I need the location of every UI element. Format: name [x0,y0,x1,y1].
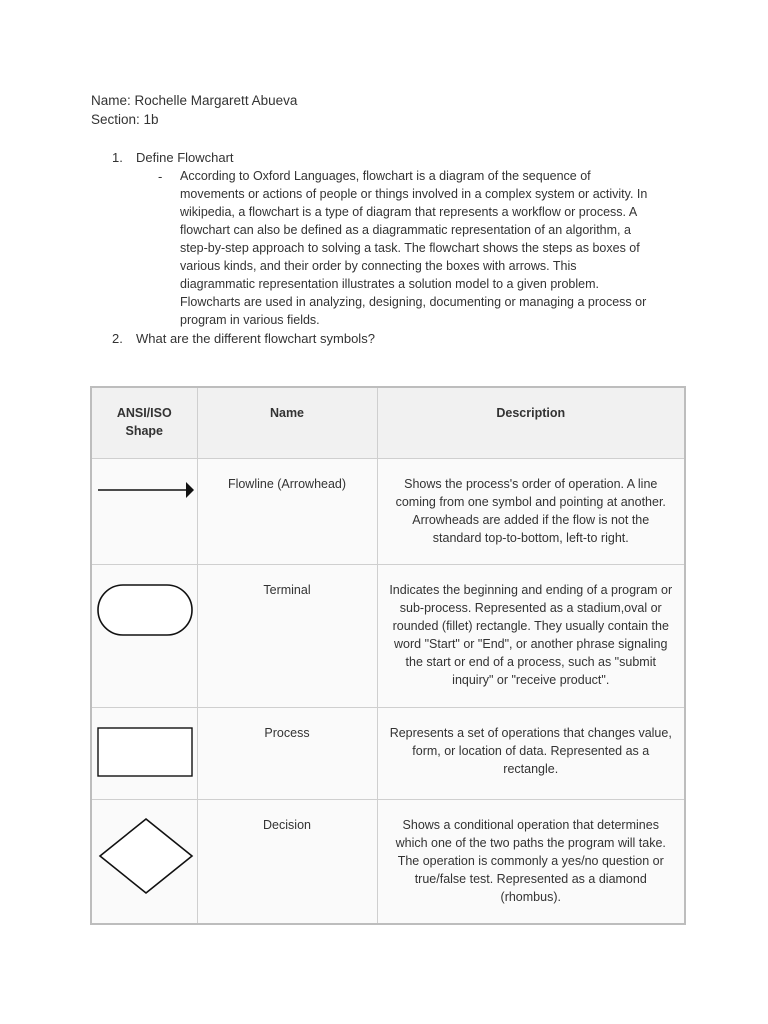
table-row [91,708,685,800]
answer-paragraph [180,167,690,329]
symbol-description [377,708,685,800]
flowchart-symbols-table [90,386,686,925]
header-shape-line: ANSI/ISO [116,406,172,420]
terminal-stadium-icon [96,583,196,639]
symbol-name: Process [197,708,377,800]
shape-cell [91,459,197,565]
answer-line: flowchart can also be defined as a diagrammatic representation of an algorithm, a [180,223,631,237]
symbol-name: Terminal [197,565,377,708]
table-row [91,565,685,708]
table-row [91,459,685,565]
header-name: Name [197,387,377,459]
description-line: word "Start" or "End", or another phrase signaling [394,637,668,651]
process-rectangle-icon [96,726,196,782]
question-number: 2. [112,331,123,346]
question-number: 1. [112,150,123,165]
shape-cell [91,800,197,924]
shape-cell [91,708,197,800]
header-description: Description [377,387,685,459]
description-line: Indicates the beginning and ending of a program or [389,583,673,597]
description-line: rounded (fillet) rectangle. They usually contain the [392,619,669,633]
answer-line: diagrammatic representation illustrates a solution model to a given problem. [180,277,599,291]
description-line: coming from one symbol and pointing at another. [395,495,666,509]
question-1 [112,149,234,167]
symbol-name: Decision [197,800,377,924]
description-line: the start or end of a process, such as "submit [405,655,656,669]
description-line: sub-process. Represented as a stadium,oval or [399,601,662,615]
table-row [91,800,685,924]
question-text: Define Flowchart [136,150,234,165]
answer-line: According to Oxford Languages, flowchart is a diagram of the sequence of [180,169,591,183]
decision-diamond-icon [96,816,196,896]
answer-line: step-by-step approach to solving a task. The flowchart shows the steps as boxes of [180,241,640,255]
description-line: rectangle. [503,762,559,776]
answer-line: wikipedia, a flowchart is a type of diagram that represents a workflow or process. A [180,205,638,219]
description-line: Shows the process's order of operation. A line [404,477,658,491]
section-label: Section: 1b [91,112,159,127]
table-header-row [91,387,685,459]
question-text: What are the different flowchart symbols? [136,331,375,346]
description-line: (rhombus). [500,890,561,904]
description-line: form, or location of data. Represented as a [412,744,650,758]
answer-line: various kinds, and their order by connecting the boxes with arrows. This [180,259,577,273]
shape-cell [91,565,197,708]
symbol-description [377,800,685,924]
description-line: Represents a set of operations that changes value, [389,726,672,740]
flowline-arrow-icon [96,477,196,507]
description-line: Arrowheads are added if the flow is not the [412,513,650,527]
symbol-name: Flowline (Arrowhead) [197,459,377,565]
header-shape [91,387,197,459]
answer-line: program in various fields. [180,313,320,327]
header-shape-line: Shape [125,424,163,438]
description-line: inquiry" or "receive product". [452,673,610,687]
question-2 [112,330,375,348]
symbol-description [377,565,685,708]
answer-line: Flowcharts are used in analyzing, designing, documenting or managing a process or [180,295,647,309]
description-line: standard top-to-bottom, left-to right. [432,531,629,545]
bullet-dash: - [158,169,163,184]
description-line: true/false test. Represented as a diamond [414,872,647,886]
symbol-description [377,459,685,565]
answer-line: movements or actions of people or things involved in a complex system or activity. In [180,187,648,201]
student-name: Name: Rochelle Margarett Abueva [91,93,298,108]
description-line: The operation is commonly a yes/no question or [397,854,664,868]
description-line: Shows a conditional operation that determines [402,818,659,832]
description-line: which one of the two paths the program will take. [395,836,666,850]
